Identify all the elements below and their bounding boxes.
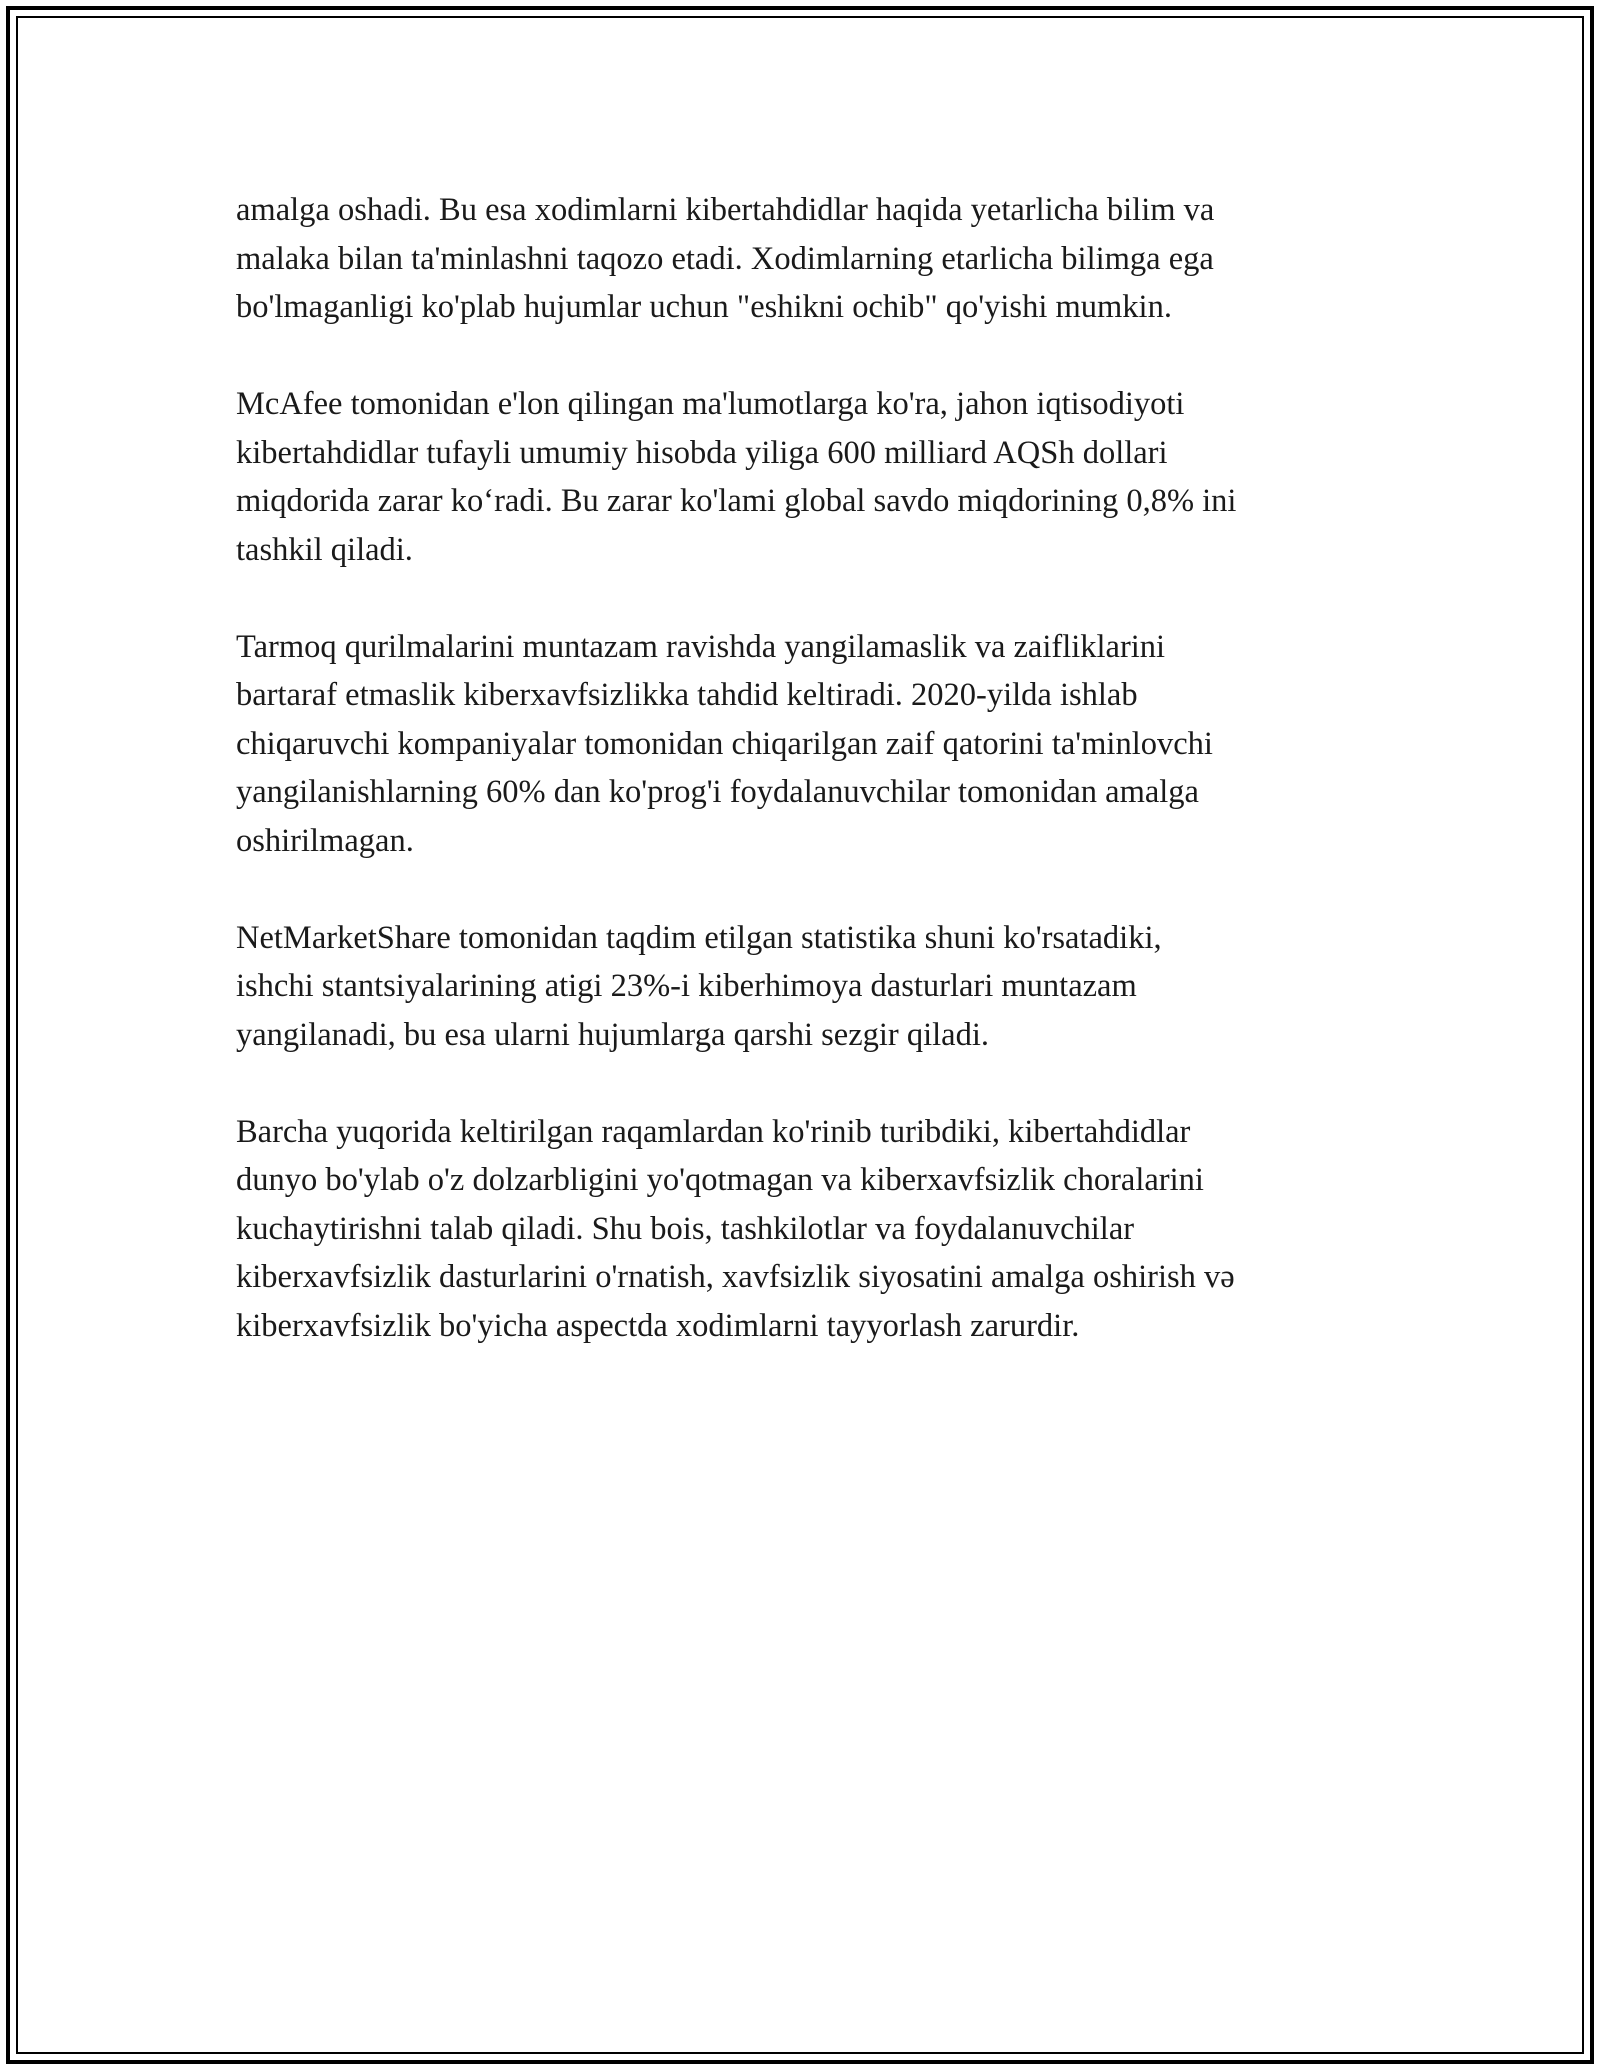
text-line: kiberxavfsizlik dasturlarini o'rnatish, xavfsizlik siyosatini amalga oshirish və: [236, 1259, 1235, 1295]
text-line: kibertahdidlar tufayli umumiy hisobda yiliga 600 milliard AQSh dollari: [236, 434, 1168, 471]
paragraph-conclusion: [236, 1108, 1386, 1351]
text-line: ishchi stantsiyalarining atigi 23%-i kiberhimoya dasturlari muntazam: [236, 968, 1137, 1004]
text-line: yangilanadi, bu esa ularni hujumlarga qarshi sezgir qiladi.: [236, 1016, 990, 1053]
text-line: amalga oshadi. Bu esa xodimlarni kibertahdidlar haqida yetarlicha bilim va: [236, 192, 1215, 228]
text-line: bartaraf etmaslik kiberxavfsizlikka tahdid keltiradi. 2020-yilda ishlab: [236, 677, 1138, 713]
text-line: NetMarketShare tomonidan taqdim etilgan statistika shuni ko'rsatadiki,: [236, 919, 1162, 956]
text-line: Tarmoq qurilmalarini muntazam ravishda yangilamaslik va zaifliklarini: [236, 628, 1166, 665]
paragraph-device-updates: [236, 623, 1386, 866]
text-line: dunyo bo'ylab o'z dolzarbligini yo'qotmagan va kiberxavfsizlik choralarini: [236, 1162, 1204, 1198]
text-line: bo'lmaganligi ko'plab hujumlar uchun "eshikni ochib" qo'yishi mumkin.: [236, 289, 1172, 325]
paragraph-mcafee-losses: [236, 380, 1386, 574]
paragraph-netmarketshare-stats: [236, 914, 1386, 1060]
text-line: yangilanishlarning 60% dan ko'prog'i foydalanuvchilar tomonidan amalga: [236, 774, 1199, 810]
text-line: Barcha yuqorida keltirilgan raqamlardan ko'rinib turibdiki, kibertahdidlar: [236, 1113, 1191, 1150]
text-line: tashkil qiladi.: [236, 531, 413, 568]
text-line: McAfee tomonidan e'lon qilingan ma'lumotlarga ko'ra, jahon iqtisodiyoti: [236, 386, 1185, 422]
text-line: kiberxavfsizlik bo'yicha aspectda xodimlarni tayyorlash zarurdir.: [236, 1307, 1080, 1344]
document-body: [236, 186, 1386, 1399]
text-line: miqdorida zarar ko‘radi. Bu zarar ko'lami global savdo miqdorining 0,8% ini: [236, 483, 1237, 519]
text-line: kuchaytirishni talab qiladi. Shu bois, tashkilotlar va foydalanuvchilar: [236, 1210, 1135, 1247]
paragraph-workforce-training: [236, 186, 1386, 332]
text-line: chiqaruvchi kompaniyalar tomonidan chiqarilgan zaif qatorini ta'minlovchi: [236, 725, 1213, 762]
text-line: malaka bilan ta'minlashni taqozo etadi. Xodimlarning etarlicha bilimga ega: [236, 240, 1214, 277]
text-line: oshirilmagan.: [236, 822, 414, 859]
